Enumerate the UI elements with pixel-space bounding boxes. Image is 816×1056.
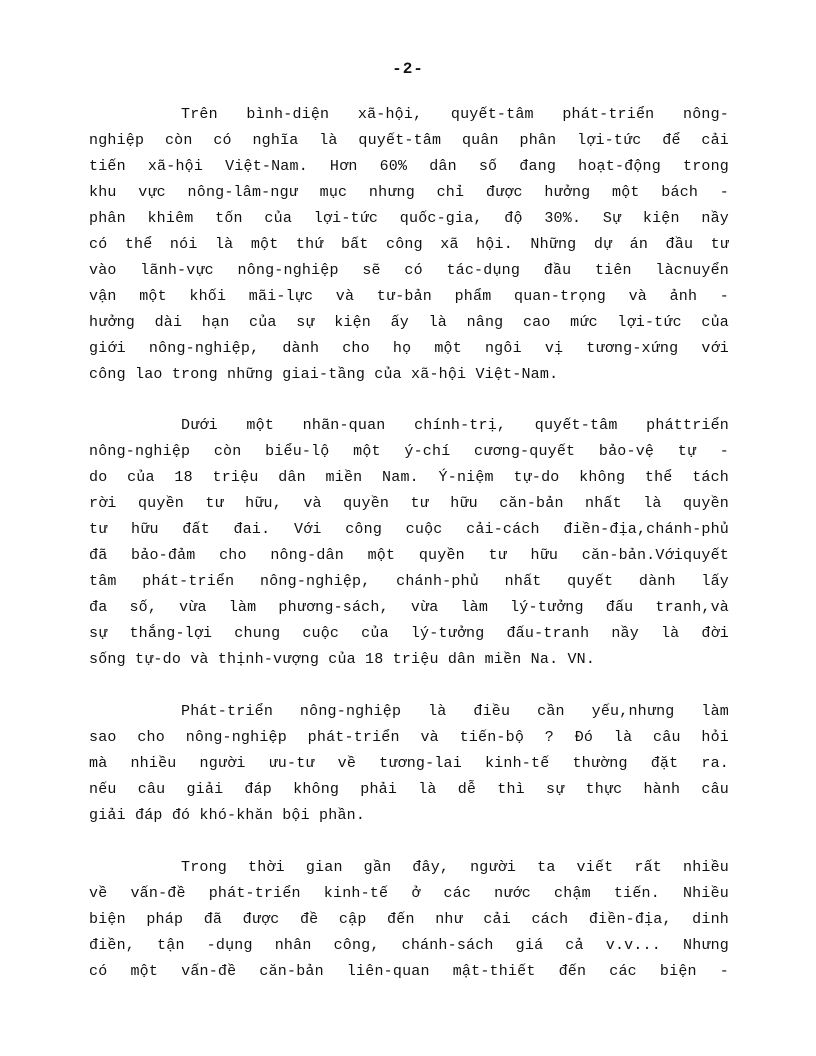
text-line: vào lãnh-vực nông-nghiệp sẽ có tác-dụng đầu tiên làcnuyển bbox=[89, 262, 729, 279]
paragraph-1 bbox=[89, 102, 729, 388]
text-line: do của 18 triệu dân miền Nam. Ý-niệm tự-do không thể tách bbox=[89, 469, 729, 486]
text-line: sao cho nông-nghiệp phát-triển và tiến-bộ ? Đó là câu hỏi bbox=[89, 729, 729, 746]
text-line: đa số, vừa làm phương-sách, vừa làm lý-tưởng đấu tranh,và bbox=[89, 599, 729, 616]
text-line: Dưới một nhãn-quan chính-trị, quyết-tâm pháttriển bbox=[181, 417, 729, 434]
paragraph-3 bbox=[89, 699, 729, 829]
text-line: công lao trong những giai-tầng của xã-hội Việt-Nam. bbox=[89, 366, 559, 383]
text-line: hưởng dài hạn của sự kiện ấy là nâng cao mức lợi-tức của bbox=[89, 314, 729, 331]
text-line: biện pháp đã được đề cập đến như cải cách điền-địa, dinh bbox=[89, 911, 729, 928]
text-line: phân khiêm tốn của lợi-tức quốc-gia, độ 30%. Sự kiện nầy bbox=[89, 210, 729, 227]
text-line: có thể nói là một thứ bất công xã hội. Những dự án đầu tư bbox=[89, 236, 729, 253]
text-line: mà nhiều người ưu-tư về tương-lai kinh-tế thường đặt ra. bbox=[89, 755, 729, 772]
text-line: sự thắng-lợi chung cuộc của lý-tưởng đấu-tranh nầy là đời bbox=[89, 625, 729, 642]
text-line: tư hữu đất đai. Với công cuộc cải-cách điền-địa,chánh-phủ bbox=[89, 521, 729, 538]
text-line: tiến xã-hội Việt-Nam. Hơn 60% dân số đang hoạt-động trong bbox=[89, 158, 729, 175]
text-line: rời quyền tư hữu, và quyền tư hữu căn-bản nhất là quyền bbox=[89, 495, 729, 512]
text-line: Trong thời gian gần đây, người ta viết rất nhiều bbox=[181, 859, 729, 876]
text-line: tâm phát-triển nông-nghiệp, chánh-phủ nhất quyết dành lấy bbox=[89, 573, 729, 590]
text-line: giới nông-nghiệp, dành cho họ một ngôi vị tương-xứng với bbox=[89, 340, 729, 357]
text-line: giải đáp đó khó-khăn bội phần. bbox=[89, 807, 366, 824]
paragraph-2 bbox=[89, 413, 729, 673]
text-line: đã bảo-đảm cho nông-dân một quyền tư hữu căn-bản.Vớiquyết bbox=[89, 547, 729, 564]
text-line: điền, tận -dụng nhân công, chánh-sách giá cả v.v... Nhưng bbox=[89, 937, 729, 954]
text-line: khu vực nông-lâm-ngư mục nhưng chỉ được hưởng một bách - bbox=[89, 184, 729, 201]
text-line: sống tự-do và thịnh-vượng của 18 triệu dân miền Na. VN. bbox=[89, 651, 596, 668]
page-number: -2- bbox=[392, 60, 424, 78]
text-line: về vấn-đề phát-triển kinh-tế ở các nước chậm tiến. Nhiều bbox=[89, 885, 729, 902]
text-line: Trên bình-diện xã-hội, quyết-tâm phát-triển nông- bbox=[181, 106, 729, 123]
text-line: nông-nghiệp còn biểu-lộ một ý-chí cương-quyết bảo-vệ tự - bbox=[89, 443, 729, 460]
text-line: vận một khối mãi-lực và tư-bản phẩm quan-trọng và ảnh - bbox=[89, 288, 729, 305]
text-line: có một vấn-đề căn-bản liên-quan mật-thiết đến các biện - bbox=[89, 963, 729, 980]
text-line: nếu câu giải đáp không phải là dễ thì sự thực hành câu bbox=[89, 781, 729, 798]
paragraph-4 bbox=[89, 855, 729, 985]
text-line: Phát-triển nông-nghiệp là điều cần yếu,nhưng làm bbox=[181, 703, 729, 720]
text-line: nghiệp còn có nghĩa là quyết-tâm quân phân lợi-tức để cải bbox=[89, 132, 729, 149]
